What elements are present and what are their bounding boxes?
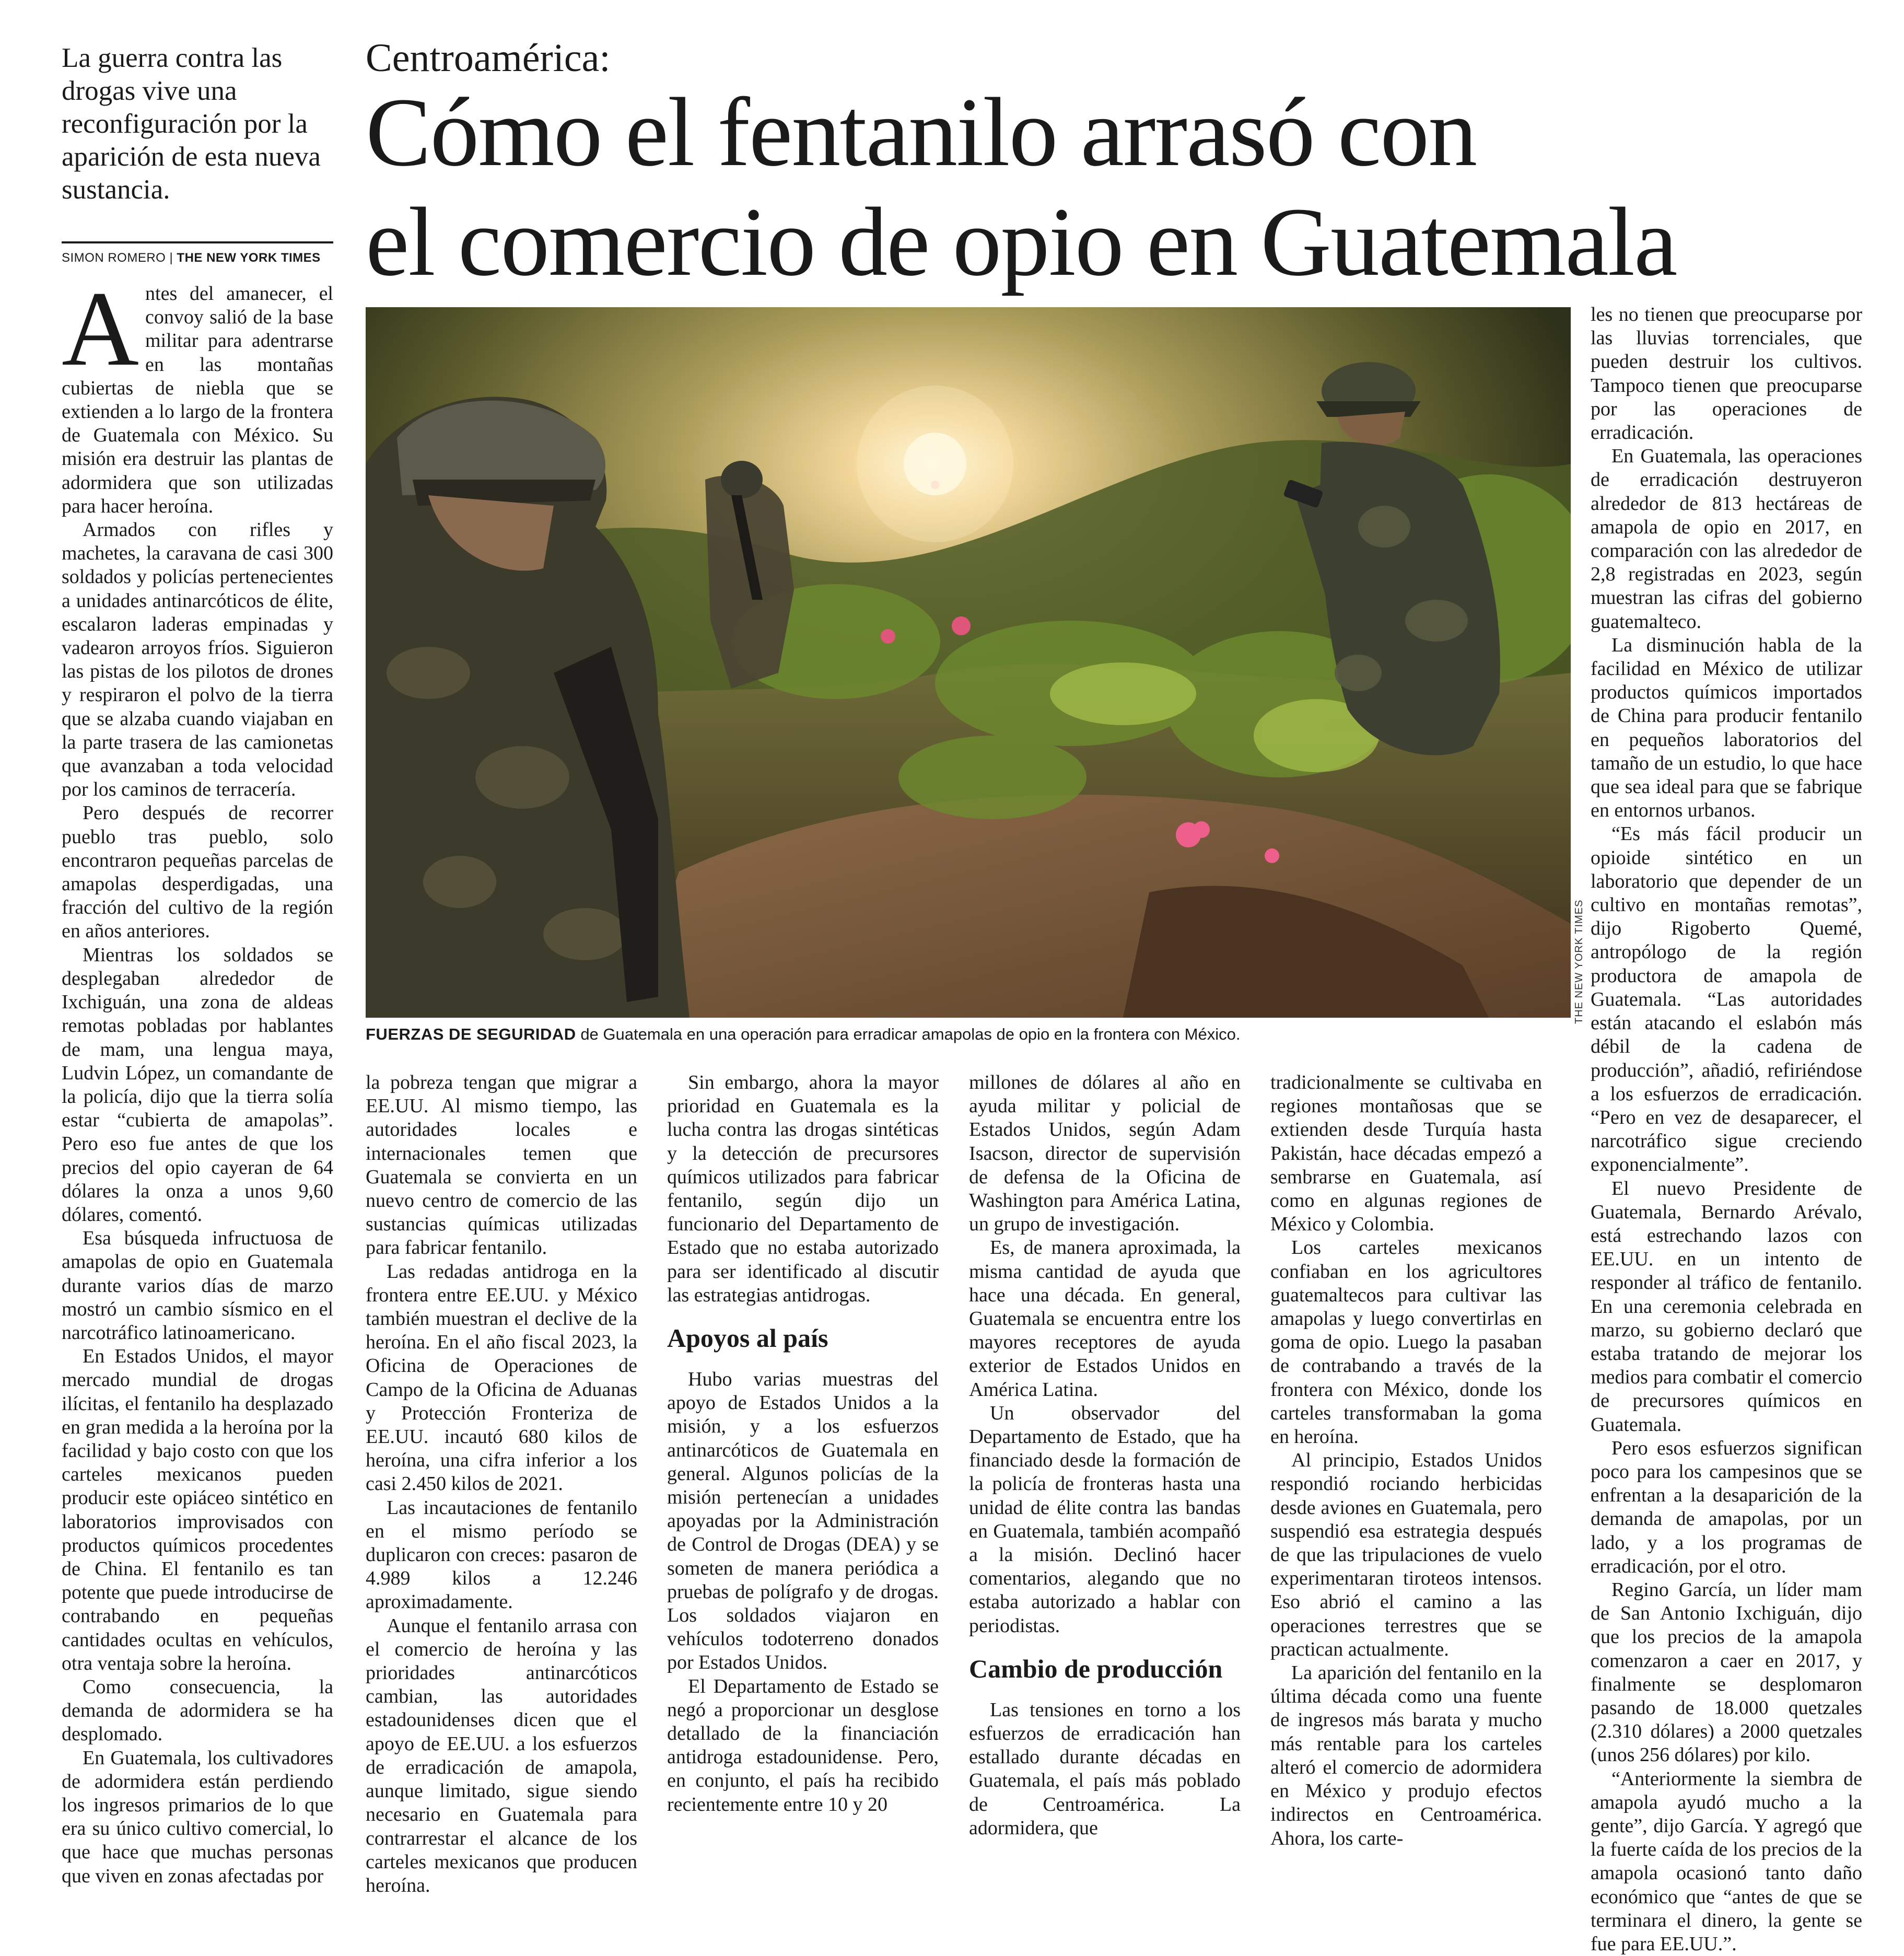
photo-soldiers-poppy-field: [366, 307, 1571, 1018]
byline-separator: |: [169, 251, 173, 265]
article-column-2: [366, 1071, 637, 1897]
paragraph: La disminución habla de la facilidad en México de utilizar productos químicos importados de China para producir fentanilo en pequeños laboratorios del tamaño de un estudio, lo que hace que sea ideal para que se fabrique en entornos urbanos.: [1591, 634, 1862, 822]
photo-caption: [366, 1025, 1572, 1044]
paragraph: Pero esos esfuerzos significan poco para los campesinos que se enfrentan a la desaparición de la demanda de amapolas, por un lado, y a los programas de erradicación, por el otro.: [1591, 1437, 1862, 1577]
paragraph: Al principio, Estados Unidos respondió rociando herbicidas desde aviones en Guatemala, pero suspendió esa estrategia después de que las tripulaciones de vuelo experimentaran tiroteos intensos. Eso abrió el camino a las operaciones terrestres que se practican actualmente.: [1270, 1449, 1542, 1660]
photo-credit-text: THE NEW YORK TIMES: [1573, 899, 1585, 1024]
drop-cap: A: [62, 270, 139, 388]
paragraph: Esa búsqueda infructuosa de amapolas de opio en Guatemala durante varios días de marzo mostró un cambio sísmico en el narcotráfico latinoamericano.: [62, 1227, 333, 1344]
article-column-6: [1591, 303, 1862, 1956]
paragraph: Las redadas antidroga en la frontera entre EE.UU. y México también muestran el declive de la heroína. En el año fiscal 2023, la Oficina de Operaciones de Campo de la Oficina de Aduanas y Protección Fronteriza de EE.UU. incautó 680 kilos de heroína, una cifra inferior a los casi 2.450 kilos de 2021.: [366, 1260, 637, 1495]
article-deck: La guerra contra las drogas vive una reconfiguración por la aparición de esta nueva sustancia.: [62, 43, 321, 205]
paragraph: “Es más fácil producir un opioide sintético en un laboratorio que depender de un cultivo en montañas remotas”, dijo Rigoberto Quemé, antropólogo de la región productora de amapola de Guatemala. “Las autoridades están atacando el eslabón más débil de la cadena de producción”, añadió, refiriéndose a los esfuerzos de erradicación. “Pero en vez de desaparecer, el narcotráfico sigue creciendo exponencialmente”.: [1591, 823, 1862, 1176]
headline-line-1: Cómo el fentanilo arrasó con: [366, 77, 1477, 187]
paragraph: les no tienen que preocuparse por las lluvias torrenciales, que pueden destruir los cultivos. Tampoco tienen que preocuparse por las operaciones de erradicación.: [1591, 304, 1862, 444]
paragraph: En Estados Unidos, el mayor mercado mundial de drogas ilícitas, el fentanilo ha desplazado en gran medida a la heroína por la facilidad y bajo costo con que los carteles mexicanos pueden producir este opiáceo sintético en laboratorios improvisados con productos químicos procedentes de China. El fentanilo es tan potente que puede introducirse de contrabando en pequeñas cantidades ocultas en vehículos, otra ventaja sobre la heroína.: [62, 1345, 333, 1674]
paragraph: Las tensiones en torno a los esfuerzos de erradicación han estallado durante décadas en Guatemala, el país más poblado de Centroamérica. La adormidera, que: [969, 1698, 1241, 1839]
caption-text: de Guatemala en una operación para erradicar amapolas de opio en la frontera con México.: [576, 1025, 1241, 1043]
byline: [62, 241, 333, 265]
paragraph: Es, de manera aproximada, la misma cantidad de ayuda que hace una década. En general, Guatemala se encuentra entre los mayores receptores de ayuda exterior de Estados Unidos en América Latina.: [969, 1237, 1241, 1401]
photo-credit: [1573, 899, 1588, 1024]
paragraph: Armados con rifles y machetes, la caravana de casi 300 soldados y policías pertenecientes a unidades antinarcóticos de élite, escalaron laderas empinadas y vadearon arroyos fríos. Siguieron las pistas de los pilotos de drones y respiraron el polvo de la tierra que se alzaba cuando viajaban en la parte trasera de las camionetas que avanzaban a toda velocidad por los caminos de terracería.: [62, 519, 333, 801]
headline: [366, 77, 1677, 297]
caption-lead: FUERZAS DE SEGURIDAD: [366, 1025, 576, 1043]
paragraph: Regino García, un líder mam de San Antonio Ixchiguán, dijo que los precios de la amapola comenzaron a caer en 2017, y finalmente se desplomaron pasando de 18.000 quetzales (2.310 dólares) a 2000 quetzales (unos 256 dólares) por kilo.: [1591, 1578, 1862, 1766]
paragraph: “Anteriormente la siembra de amapola ayudó mucho a la gente”, dijo García. Y agregó que la fuerte caída de los precios de la amapola ocasionó tanto daño económico que “antes de que se terminara el dinero, la gente se fue para EE.UU.”.: [1591, 1767, 1862, 1955]
paragraph: El nuevo Presidente de Guatemala, Bernardo Arévalo, está estrechando lazos con EE.UU. en un intento de responder al tráfico de fentanilo. En una ceremonia celebrada en marzo, su gobierno declaró que estaba tratando de mejorar los medios para combatir el comercio de precursores químicos en Guatemala.: [1591, 1177, 1862, 1436]
lead-text: ntes del amanecer, el convoy salió de la base militar para adentrarse en las montañas cubiertas de niebla que se extienden a lo largo de la frontera de Guatemala con México. Su misión era destruir las plantas de adormidera que son utilizadas para hacer heroína.: [62, 283, 333, 517]
byline-author: SIMON ROMERO: [62, 251, 166, 265]
paragraph: Hubo varias muestras del apoyo de Estados Unidos a la misión, y a los esfuerzos antinarcóticos de Guatemala en general. Algunos policías de la misión pertenecían a unidades apoyadas por la Administración de Control de Drogas (DEA) y se someten de manera periódica a pruebas de polígrafo y de drogas. Los soldados viajaron en vehículos todoterreno donados por Estados Unidos.: [667, 1368, 939, 1674]
paragraph: La aparición del fentanilo en la última década como una fuente de ingresos más barata y mucho más rentable para los carteles alteró el comercio de adormidera en México y produjo efectos indirectos en Centroamérica. Ahora, los carte-: [1270, 1662, 1542, 1849]
paragraph: En Guatemala, las operaciones de erradicación destruyeron alrededor de 813 hectáreas de amapola de opio en 2017, en comparación con las alrededor de 2,8 registradas en 2023, según muestran las cifras del gobierno guatemalteco.: [1591, 445, 1862, 633]
article-column-5: [1270, 1071, 1542, 1850]
lead-paragraph: [62, 270, 333, 518]
subheading: Apoyos al país: [667, 1323, 828, 1353]
subheading: Cambio de producción: [969, 1654, 1223, 1683]
paragraph: El Departamento de Estado se negó a proporcionar un desglose detallado de la financiación antidroga estadounidense. Pero, en conjunto, el país ha recibido recientemente entre 10 y 20: [667, 1675, 939, 1815]
headline-line-2: el comercio de opio en Guatemala: [366, 187, 1677, 296]
paragraph: Aunque el fentanilo arrasa con el comercio de heroína y las prioridades antinarcóticos cambian, las autoridades estadounidenses dicen que el apoyo de EE.UU. a los esfuerzos de erradicación de amapola, aunque limitado, sigue siendo necesario en Guatemala para contrarrestar el alcance de los carteles mexicanos que producen heroína.: [366, 1614, 637, 1896]
paragraph: Como consecuencia, la demanda de adormidera se ha desplomado.: [62, 1675, 333, 1745]
paragraph: Pero después de recorrer pueblo tras pueblo, solo encontraron pequeñas parcelas de amapolas desperdigadas, una fracción del cultivo de la región en años anteriores.: [62, 802, 333, 942]
article-column-3: [667, 1071, 939, 1817]
paragraph: Las incautaciones de fentanilo en el mismo período se duplicaron con creces: pasaron de 4.989 kilos a 12.246 aproximadamente.: [366, 1496, 637, 1613]
paragraph: Sin embargo, ahora la mayor prioridad en Guatemala es la lucha contra las drogas sintéticas y la detección de precursores químicos utilizados para fabricar fentanilo, según dijo un funcionario del Departamento de Estado que no estaba autorizado para ser identificado al discutir las estrategias antidrogas.: [667, 1072, 939, 1306]
paragraph: millones de dólares al año en ayuda militar y policial de Estados Unidos, según Adam Isacson, director de supervisión de defensa de la Oficina de Washington para América Latina, un grupo de investigación.: [969, 1072, 1241, 1236]
byline-publication: THE NEW YORK TIMES: [177, 251, 321, 265]
paragraph: Los carteles mexicanos confiaban en los agricultores guatemaltecos para cultivar las amapolas y luego convertirlas en goma de opio. Luego la pasaban de contrabando a través de la frontera con México, donde los carteles transformaban la goma en heroína.: [1270, 1237, 1542, 1448]
paragraph: la pobreza tengan que migrar a EE.UU. Al mismo tiempo, las autoridades locales e internacionales temen que Guatemala se convierta en un nuevo centro de comercio de las sustancias químicas utilizadas para fabricar fentanilo.: [366, 1072, 637, 1259]
paragraph: Un observador del Departamento de Estado, que ha financiado desde la formación de la policía de fronteras hasta una unidad de élite contra las bandas en Guatemala, también acompañó a la misión. Declinó hacer comentarios, alegando que no estaba autorizado a hablar con periodistas.: [969, 1402, 1241, 1637]
paragraph: tradicionalmente se cultivaba en regiones montañosas que se extienden desde Turquía hasta Pakistán, hace décadas empezó a sembrarse en Guatemala, así como en algunas regiones de México y Colombia.: [1270, 1072, 1542, 1236]
paragraph: En Guatemala, los cultivadores de adormidera están perdiendo los ingresos primarios de lo que era su único cultivo comercial, lo que hace que muchas personas que viven en zonas afectadas por: [62, 1747, 333, 1887]
article-column-4: [969, 1071, 1241, 1840]
kicker: Centroamérica:: [366, 36, 611, 80]
paragraph: Mientras los soldados se desplegaban alrededor de Ixchiguán, una zona de aldeas remotas pobladas por hablantes de mam, una lengua maya, Ludvin López, un comandante de la policía, dijo que la tierra solía estar “cubierta de amapolas”. Pero eso fue antes de que los precios del opio cayeran de 64 dólares la onza a unos 9,60 dólares, comentó.: [62, 944, 333, 1226]
article-column-1: [62, 270, 333, 1888]
